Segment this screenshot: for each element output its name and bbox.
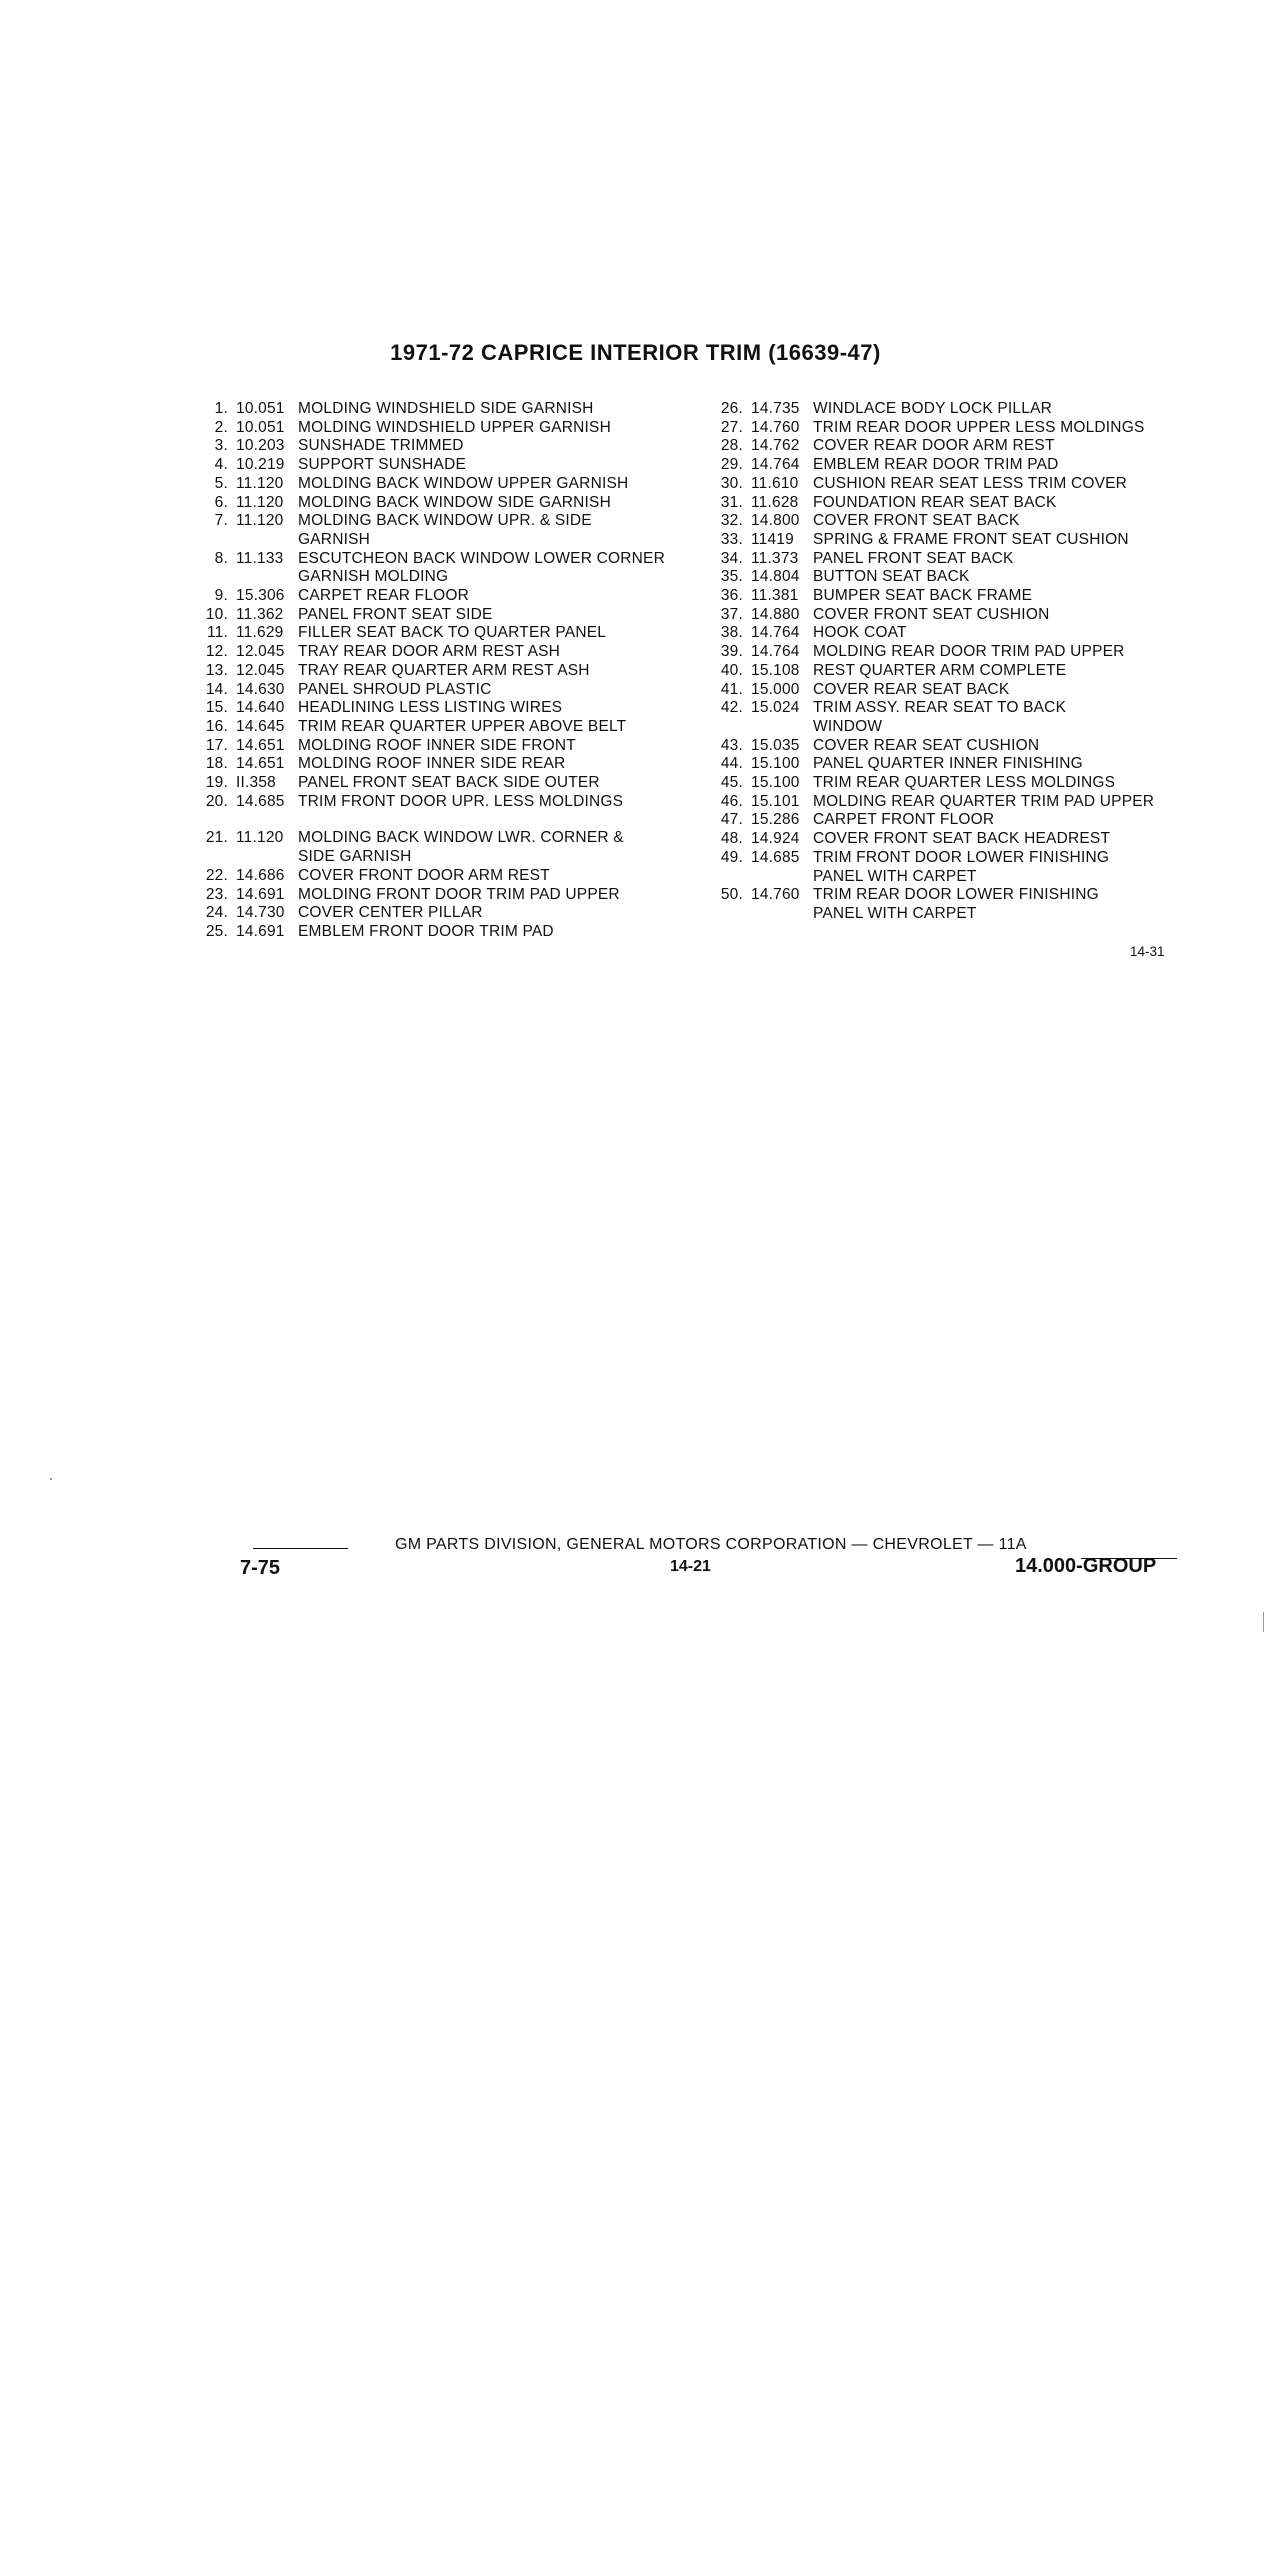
item-description-line: BUTTON SEAT BACK	[813, 568, 970, 586]
list-item	[705, 886, 1185, 923]
item-number: 6.	[214, 493, 228, 511]
item-group-number: 15.108	[751, 661, 800, 679]
item-description-continuation: SIDE GARNISH	[298, 848, 412, 866]
list-item	[705, 437, 1185, 456]
item-description-line: MOLDING ROOF INNER SIDE FRONT	[298, 736, 576, 754]
item-number: 37.	[720, 605, 743, 623]
item-group-number: II.358	[236, 774, 276, 792]
list-item	[190, 681, 710, 700]
item-number: 41.	[720, 680, 743, 698]
item-description-continuation: GARNISH MOLDING	[298, 568, 449, 586]
list-item	[705, 793, 1185, 812]
item-description-line: COVER REAR DOOR ARM REST	[813, 437, 1055, 455]
list-item	[705, 606, 1185, 625]
parts-list-right	[705, 400, 1185, 924]
scan-speck	[50, 1478, 52, 1480]
item-number: 31.	[720, 493, 743, 511]
item-description-line: TRIM FRONT DOOR UPR. LESS MOLDINGS	[298, 792, 624, 810]
item-description	[813, 419, 1185, 438]
footer-group: 14.000-GROUP	[1015, 1555, 1157, 1577]
item-group-number: 14.730	[236, 904, 285, 922]
item-description-line: REST QUARTER ARM COMPLETE	[813, 661, 1067, 679]
item-group-number: 11.120	[236, 829, 284, 847]
item-description-line: ESCUTCHEON BACK WINDOW LOWER CORNER	[298, 549, 665, 567]
item-description-line: SUPPORT SUNSHADE	[298, 456, 467, 474]
list-item	[705, 400, 1185, 419]
item-number: 40.	[720, 661, 743, 679]
item-group-number: 11.362	[236, 605, 284, 623]
item-group-number: 15.100	[751, 755, 800, 773]
item-description	[813, 624, 1185, 643]
item-group-number: 15.035	[751, 736, 800, 754]
item-description	[298, 419, 710, 438]
item-number: 27.	[720, 418, 743, 436]
list-item	[190, 419, 710, 438]
footer-date: 7-75	[240, 1557, 281, 1579]
item-group-number: 14.651	[236, 736, 285, 754]
list-item	[705, 811, 1185, 830]
item-number: 3.	[214, 437, 228, 455]
item-number: 20.	[205, 792, 228, 810]
list-item	[190, 886, 710, 905]
item-number: 23.	[205, 885, 228, 903]
list-item	[705, 755, 1185, 774]
item-description-line: PANEL FRONT SEAT SIDE	[298, 605, 493, 623]
item-description	[813, 400, 1185, 419]
item-group-number: 15.024	[751, 699, 800, 717]
list-item	[190, 923, 710, 942]
item-description	[813, 437, 1185, 456]
item-description-line: COVER FRONT SEAT CUSHION	[813, 605, 1050, 623]
item-number: 42.	[720, 699, 743, 717]
item-number: 50.	[720, 886, 743, 904]
item-group-number: 14.762	[751, 437, 800, 455]
item-group-number: 14.924	[751, 830, 800, 848]
item-group-number: 11.120	[236, 493, 284, 511]
item-description	[298, 829, 710, 866]
item-group-number: 14.685	[236, 792, 285, 810]
item-description-line: MOLDING BACK WINDOW UPR. & SIDE	[298, 512, 592, 530]
item-description-line: SPRING & FRAME FRONT SEAT CUSHION	[813, 530, 1129, 548]
item-description-line: CUSHION REAR SEAT LESS TRIM COVER	[813, 474, 1128, 492]
item-description-line: TRIM FRONT DOOR LOWER FINISHING	[813, 848, 1110, 866]
item-group-number: 14.630	[236, 680, 285, 698]
list-item	[190, 662, 710, 681]
item-group-number: 14.764	[751, 643, 800, 661]
item-number: 45.	[720, 774, 743, 792]
item-description-line: MOLDING BACK WINDOW LWR. CORNER &	[298, 829, 624, 847]
item-group-number: 11.628	[751, 493, 799, 511]
item-description	[813, 755, 1185, 774]
item-description	[298, 699, 710, 718]
item-number: 2.	[214, 418, 228, 436]
item-description	[813, 587, 1185, 606]
item-group-number: 14.651	[236, 755, 285, 773]
item-description	[298, 718, 710, 737]
item-group-number: 10.203	[236, 437, 285, 455]
item-description	[813, 811, 1185, 830]
item-description-line: HOOK COAT	[813, 624, 907, 642]
item-group-number: 14.685	[751, 848, 800, 866]
item-group-number: 14.760	[751, 418, 800, 436]
list-item	[705, 456, 1185, 475]
item-description-line: MOLDING FRONT DOOR TRIM PAD UPPER	[298, 885, 620, 903]
item-description	[298, 923, 710, 942]
item-description-line: CARPET REAR FLOOR	[298, 587, 470, 605]
item-group-number: 11.610	[751, 474, 799, 492]
item-number: 39.	[720, 643, 743, 661]
item-description-line: MOLDING BACK WINDOW UPPER GARNISH	[298, 474, 629, 492]
item-number: 4.	[214, 456, 228, 474]
item-description-line: TRIM REAR DOOR LOWER FINISHING	[813, 886, 1099, 904]
item-description-line: PANEL SHROUD PLASTIC	[298, 680, 492, 698]
item-description	[298, 550, 710, 587]
item-number: 25.	[205, 922, 228, 940]
item-description	[813, 793, 1185, 812]
item-description-line: COVER FRONT SEAT BACK	[813, 512, 1020, 530]
item-group-number: 10.219	[236, 456, 285, 474]
item-description-line: PANEL QUARTER INNER FINISHING	[813, 755, 1083, 773]
item-description	[813, 512, 1185, 531]
item-number: 19.	[205, 774, 228, 792]
item-description-line: FILLER SEAT BACK TO QUARTER PANEL	[298, 624, 607, 642]
list-item	[190, 829, 710, 866]
list-item	[190, 587, 710, 606]
item-description	[813, 531, 1185, 550]
item-description	[298, 662, 710, 681]
item-description	[298, 494, 710, 513]
item-description	[813, 643, 1185, 662]
parts-list-left	[190, 400, 710, 942]
item-number: 30.	[720, 474, 743, 492]
list-item	[705, 568, 1185, 587]
item-description-line: COVER FRONT DOOR ARM REST	[298, 866, 550, 884]
page-title: 1971-72 CAPRICE INTERIOR TRIM (16639-47)	[390, 340, 881, 365]
item-group-number: 11.120	[236, 474, 284, 492]
item-group-number: 14.764	[751, 456, 800, 474]
item-description	[298, 475, 710, 494]
item-description-line: COVER CENTER PILLAR	[298, 904, 483, 922]
item-group-number: 11.120	[236, 512, 284, 530]
item-description	[298, 456, 710, 475]
item-group-number: 11.133	[236, 549, 284, 567]
item-description	[813, 737, 1185, 756]
item-group-number: 14.640	[236, 699, 285, 717]
list-item	[190, 456, 710, 475]
list-item	[190, 643, 710, 662]
item-number: 15.	[205, 699, 228, 717]
item-group-number: 14.686	[236, 866, 285, 884]
item-number: 12.	[205, 643, 228, 661]
item-group-number: 14.880	[751, 605, 800, 623]
item-number: 33.	[720, 530, 743, 548]
footer-page-number: 14-21	[670, 1558, 711, 1575]
list-item	[705, 624, 1185, 643]
item-number: 17.	[205, 736, 228, 754]
item-description	[813, 550, 1185, 569]
list-item	[190, 867, 710, 886]
item-number: 44.	[720, 755, 743, 773]
item-description	[298, 755, 710, 774]
item-number: 32.	[720, 512, 743, 530]
list-item	[190, 737, 710, 756]
item-number: 18.	[205, 755, 228, 773]
footer-publisher: GM PARTS DIVISION, GENERAL MOTORS CORPORATION — CHEVROLET — 11A	[395, 1536, 1027, 1553]
item-description-continuation: GARNISH	[298, 530, 371, 548]
item-number: 48.	[720, 830, 743, 848]
item-description	[298, 904, 710, 923]
list-item	[705, 475, 1185, 494]
item-description-line: TRAY REAR QUARTER ARM REST ASH	[298, 661, 590, 679]
list-item	[705, 699, 1185, 736]
item-description-continuation: PANEL WITH CARPET	[813, 867, 977, 885]
item-group-number: 14.760	[751, 886, 800, 904]
item-description-line: MOLDING BACK WINDOW SIDE GARNISH	[298, 493, 611, 511]
item-description	[813, 699, 1185, 736]
item-description-line: COVER FRONT SEAT BACK HEADREST	[813, 830, 1111, 848]
item-number: 46.	[720, 792, 743, 810]
list-item	[190, 400, 710, 419]
item-number: 47.	[720, 811, 743, 829]
item-group-number: 14.691	[236, 922, 285, 940]
list-item	[705, 849, 1185, 886]
item-group-number: 14.735	[751, 400, 800, 417]
item-description-line: COVER REAR SEAT CUSHION	[813, 736, 1040, 754]
item-group-number: 10.051	[236, 400, 285, 417]
list-item	[190, 606, 710, 625]
list-item	[190, 550, 710, 587]
item-number: 16.	[205, 717, 228, 735]
item-description	[813, 681, 1185, 700]
list-item	[705, 494, 1185, 513]
list-spacer	[190, 811, 710, 829]
item-number: 1.	[214, 400, 228, 417]
item-description	[298, 886, 710, 905]
item-description	[298, 400, 710, 419]
item-number: 35.	[720, 568, 743, 586]
item-group-number: 14.800	[751, 512, 800, 530]
footer-rule-left	[253, 1548, 348, 1549]
item-group-number: 12.045	[236, 643, 285, 661]
item-description	[298, 867, 710, 886]
item-number: 26.	[720, 400, 743, 417]
item-description	[298, 681, 710, 700]
item-number: 13.	[205, 661, 228, 679]
item-description-line: TRIM REAR QUARTER LESS MOLDINGS	[813, 774, 1116, 792]
item-description-line: COVER REAR SEAT BACK	[813, 680, 1010, 698]
item-group-number: 11.373	[751, 549, 799, 567]
item-number: 43.	[720, 736, 743, 754]
list-item	[705, 643, 1185, 662]
item-group-number: 14.645	[236, 717, 285, 735]
list-item	[190, 494, 710, 513]
scan-mark	[1263, 1612, 1264, 1632]
item-number: 5.	[214, 474, 228, 492]
item-number: 10.	[205, 605, 228, 623]
item-description	[813, 568, 1185, 587]
item-number: 14.	[205, 680, 228, 698]
item-group-number: 14.804	[751, 568, 800, 586]
item-description	[813, 830, 1185, 849]
item-description	[813, 886, 1185, 923]
list-item	[190, 793, 710, 812]
list-item	[190, 512, 710, 549]
item-number: 24.	[205, 904, 228, 922]
item-group-number: 11.381	[751, 587, 799, 605]
list-item	[190, 624, 710, 643]
item-description-line: EMBLEM REAR DOOR TRIM PAD	[813, 456, 1059, 474]
item-group-number: 12.045	[236, 661, 285, 679]
item-number: 11.	[207, 624, 228, 642]
item-number: 49.	[720, 848, 743, 866]
list-item	[190, 718, 710, 737]
item-description-line: FOUNDATION REAR SEAT BACK	[813, 493, 1057, 511]
item-description-continuation: PANEL WITH CARPET	[813, 904, 977, 922]
illustration-reference: 14-31	[1130, 944, 1165, 959]
item-number: 38.	[720, 624, 743, 642]
item-group-number: 15.101	[751, 792, 800, 810]
item-description	[813, 662, 1185, 681]
item-description-line: MOLDING REAR DOOR TRIM PAD UPPER	[813, 643, 1125, 661]
list-item	[705, 681, 1185, 700]
item-group-number: 14.691	[236, 885, 285, 903]
item-description-line: TRAY REAR DOOR ARM REST ASH	[298, 643, 561, 661]
item-description	[298, 793, 710, 812]
item-description	[298, 737, 710, 756]
item-description-line: EMBLEM FRONT DOOR TRIM PAD	[298, 922, 554, 940]
list-item	[705, 512, 1185, 531]
item-description-line: TRIM REAR DOOR UPPER LESS MOLDINGS	[813, 418, 1145, 436]
item-number: 36.	[720, 587, 743, 605]
list-item	[705, 737, 1185, 756]
list-item	[705, 587, 1185, 606]
item-description	[298, 512, 710, 549]
item-description-line: PANEL FRONT SEAT BACK SIDE OUTER	[298, 774, 600, 792]
list-item	[190, 475, 710, 494]
item-description	[813, 494, 1185, 513]
item-group-number: 10.051	[236, 418, 285, 436]
item-description	[298, 624, 710, 643]
item-description-line: MOLDING WINDSHIELD UPPER GARNISH	[298, 418, 611, 436]
list-item	[190, 699, 710, 718]
item-number: 22.	[205, 866, 228, 884]
list-item	[190, 437, 710, 456]
item-number: 8.	[214, 549, 228, 567]
item-group-number: 11.629	[236, 624, 284, 642]
item-number: 21.	[205, 829, 228, 847]
item-description	[813, 849, 1185, 886]
item-group-number: 15.306	[236, 587, 285, 605]
item-description	[813, 774, 1185, 793]
item-description	[298, 643, 710, 662]
list-item	[705, 662, 1185, 681]
item-group-number: 14.764	[751, 624, 800, 642]
list-item	[705, 830, 1185, 849]
item-description	[298, 606, 710, 625]
item-group-number: 11419	[751, 530, 794, 548]
item-description	[298, 587, 710, 606]
item-description-line: MOLDING ROOF INNER SIDE REAR	[298, 755, 566, 773]
item-description	[813, 606, 1185, 625]
item-group-number: 15.100	[751, 774, 800, 792]
item-number: 7.	[214, 512, 228, 530]
item-description	[813, 475, 1185, 494]
item-description-line: HEADLINING LESS LISTING WIRES	[298, 699, 563, 717]
item-description-line: MOLDING REAR QUARTER TRIM PAD UPPER	[813, 792, 1155, 810]
list-item	[705, 550, 1185, 569]
item-description-line: MOLDING WINDSHIELD SIDE GARNISH	[298, 400, 594, 417]
item-description-line: TRIM REAR QUARTER UPPER ABOVE BELT	[298, 717, 627, 735]
list-item	[190, 774, 710, 793]
list-item	[705, 774, 1185, 793]
item-number: 29.	[720, 456, 743, 474]
item-description-line: TRIM ASSY. REAR SEAT TO BACK	[813, 699, 1067, 717]
item-description-line: SUNSHADE TRIMMED	[298, 437, 464, 455]
item-description-line: PANEL FRONT SEAT BACK	[813, 549, 1014, 567]
list-item	[190, 904, 710, 923]
item-number: 9.	[214, 587, 228, 605]
list-item	[190, 755, 710, 774]
item-group-number: 15.286	[751, 811, 800, 829]
item-description-line: WINDLACE BODY LOCK PILLAR	[813, 400, 1053, 417]
item-description-line: CARPET FRONT FLOOR	[813, 811, 995, 829]
item-description	[813, 456, 1185, 475]
item-description	[298, 774, 710, 793]
list-item	[705, 419, 1185, 438]
item-description	[298, 437, 710, 456]
item-number: 34.	[720, 549, 743, 567]
item-description-line: BUMPER SEAT BACK FRAME	[813, 587, 1033, 605]
item-group-number: 15.000	[751, 680, 800, 698]
item-description-continuation: WINDOW	[813, 717, 883, 735]
item-number: 28.	[720, 437, 743, 455]
list-item	[705, 531, 1185, 550]
